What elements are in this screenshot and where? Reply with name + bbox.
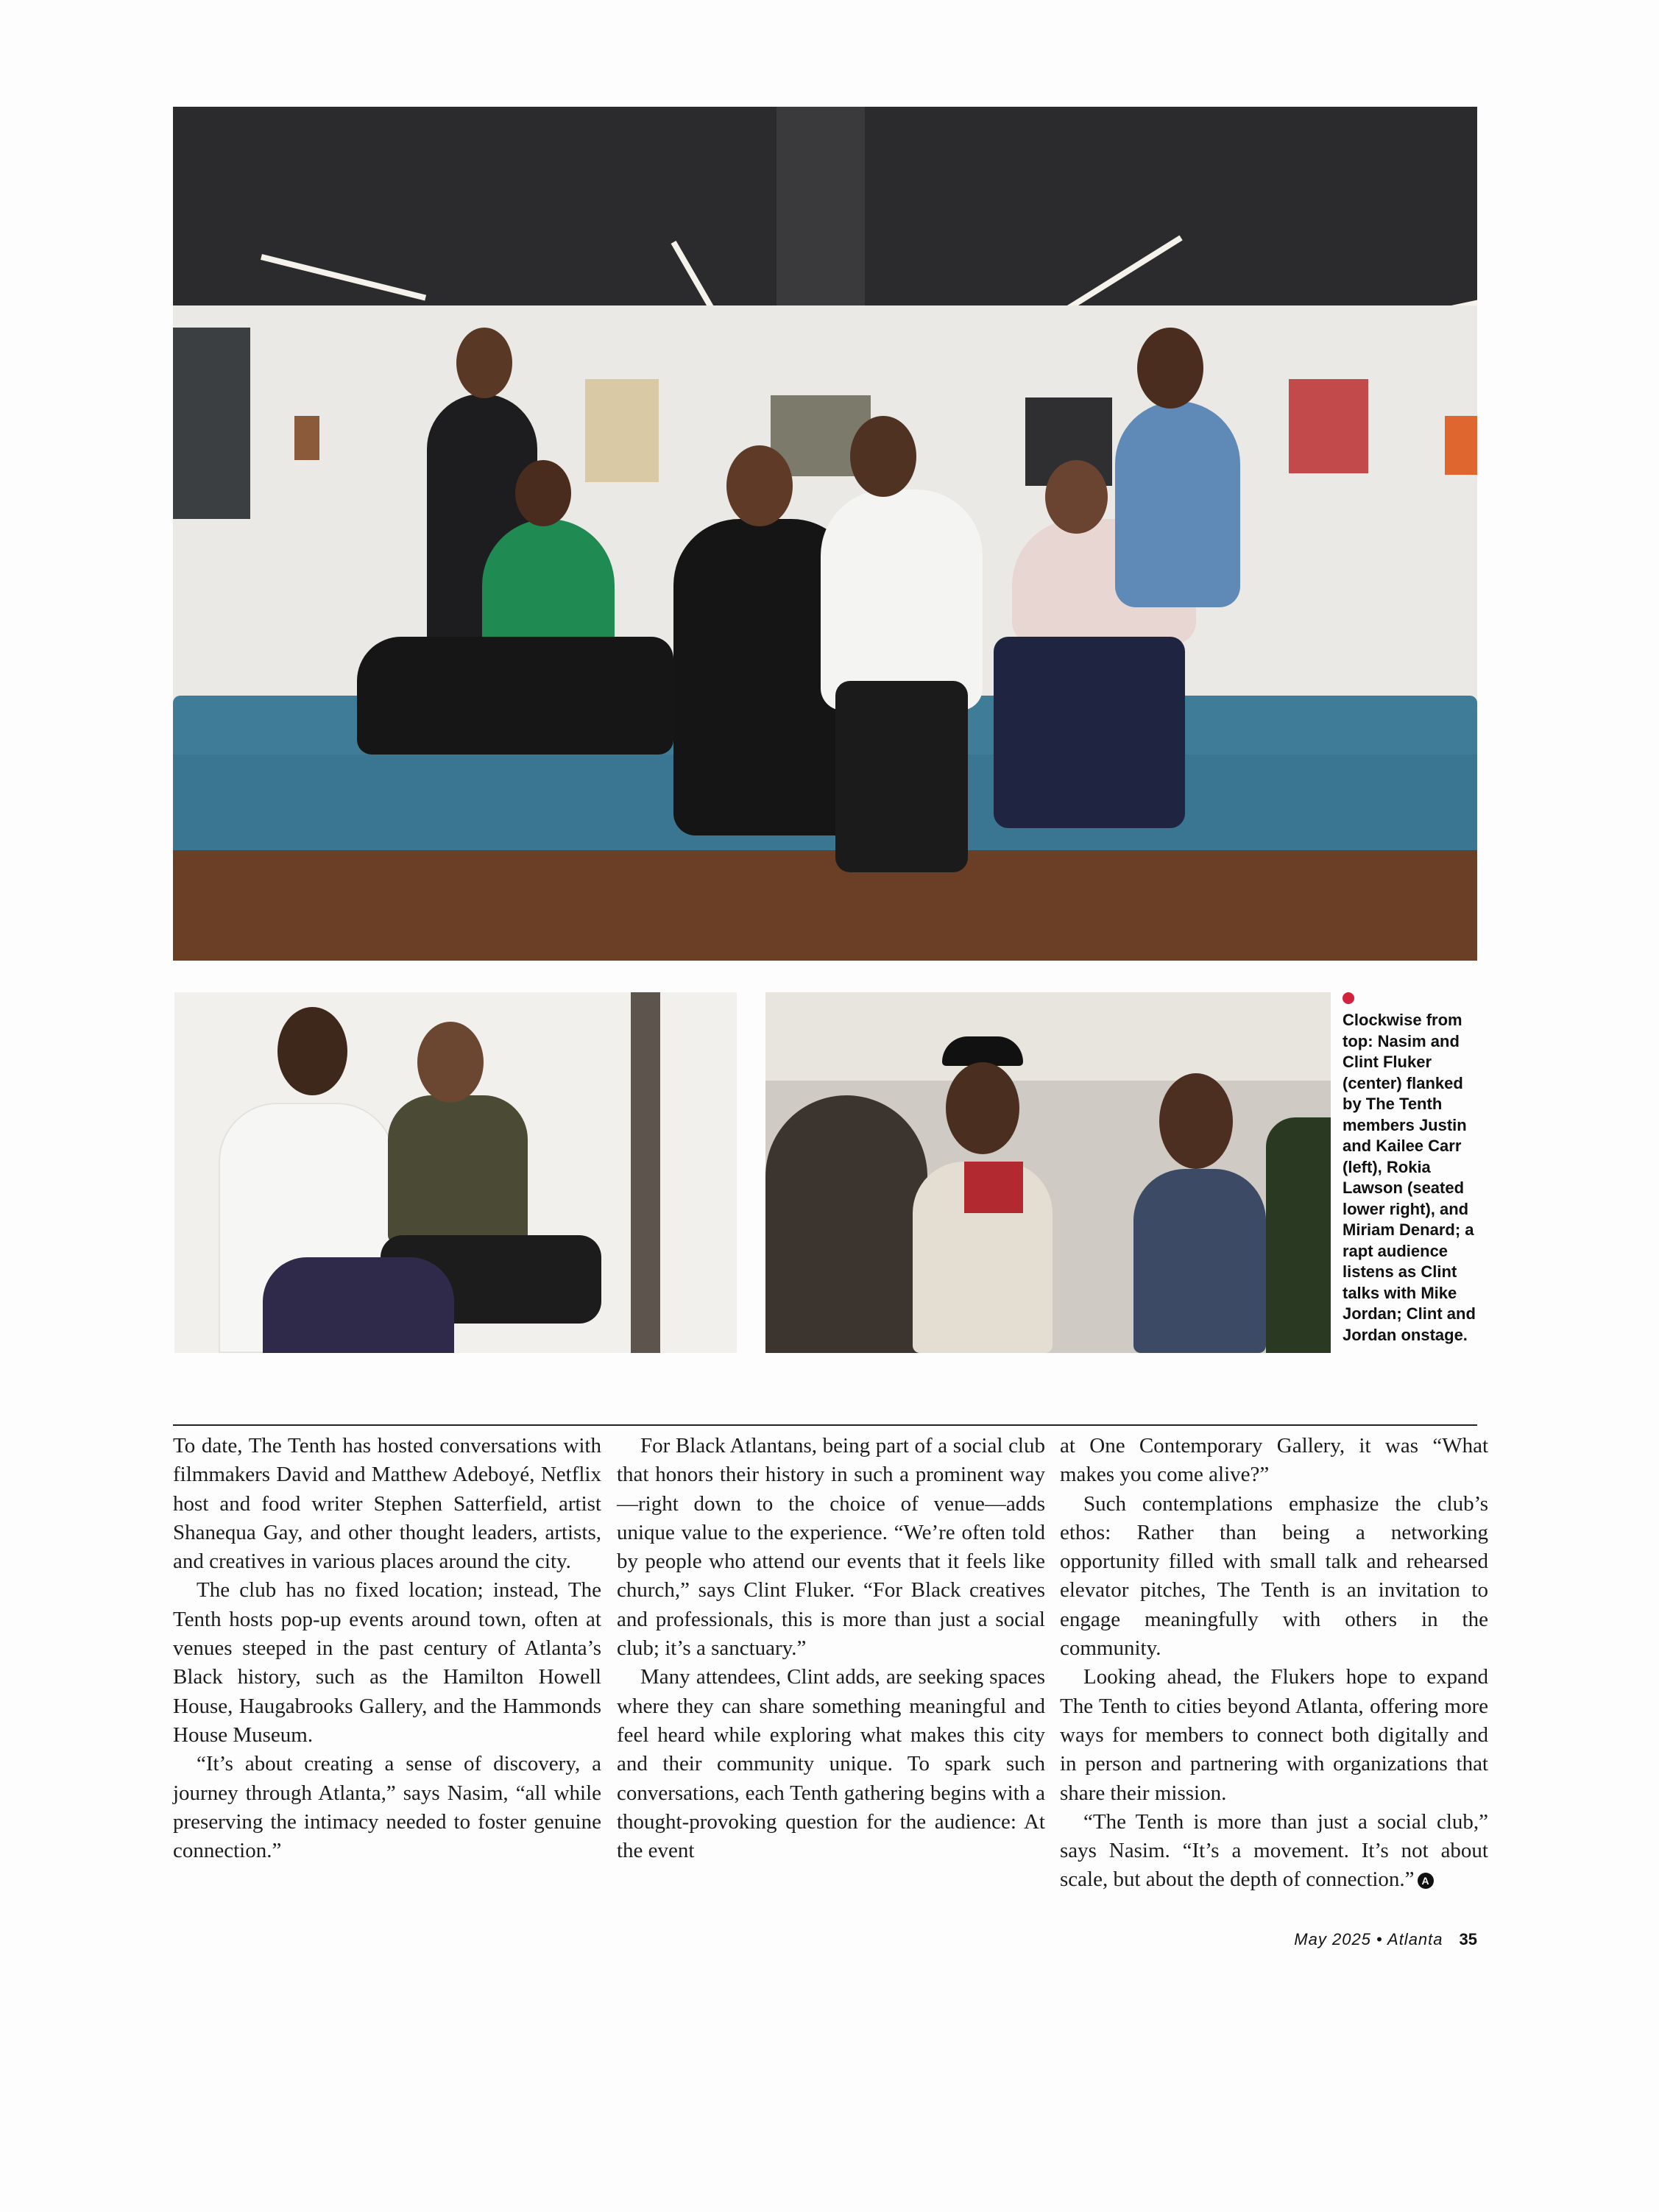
audience-member-blazer	[1133, 1169, 1266, 1353]
body-column-1	[173, 1432, 601, 1865]
audience-cap	[942, 1036, 1023, 1066]
person-head	[277, 1007, 347, 1095]
person-head	[726, 445, 793, 526]
paragraph: For Black Atlantans, being part of a social club that honors their history in such a prominent way—right down to the choice of venue—adds unique value to the experience. “We’re often told by people who attend our events that it feels like church,” says Clint Fluker. “For Black creatives and professionals, this is more than just a social club; it’s a sanctuary.”	[617, 1434, 1045, 1661]
onstage-photo	[174, 992, 737, 1353]
paragraph: The club has no fixed location; instead, The Tenth hosts pop-up events around town, often at venues steeped in the past century of Atlanta’s Black history, such as the Hamilton Howell House, Haugabrooks Gallery, and the Hammonds House Museum.	[173, 1578, 601, 1747]
person-head	[456, 328, 512, 398]
section-rule	[173, 1424, 1477, 1426]
audience-photo	[765, 992, 1331, 1353]
paragraph: “It’s about creating a sense of discovery, a journey through Atlanta,” says Nasim, “all while preserving the intimacy needed to foster genuine connection.”	[173, 1752, 601, 1863]
caption-bullet-icon	[1343, 992, 1354, 1004]
artwork	[585, 379, 659, 482]
caption-text: Clockwise from top: Nasim and Clint Fluker (center) flanked by The Tenth members Justin and Kailee Carr (left), Rokia Lawson (seated lower right), and Miriam Denard; a rapt audience listens as Clint talks with Mike Jordan; Clint and Jordan onstage.	[1343, 1011, 1476, 1344]
paragraph: Such contemplations emphasize the club’s ethos: Rather than being a networking opportunity filled with small talk and rehearsed elevator pitches, The Tenth is an invitation to engage meaningfully with others in the community.	[1060, 1491, 1488, 1661]
paragraph: at One Contemporary Gallery, it was “What makes you come alive?”	[1060, 1434, 1488, 1487]
person-navy-pants	[994, 637, 1185, 828]
person-olive-jacket	[388, 1095, 528, 1243]
window	[173, 328, 250, 519]
person-head	[515, 460, 571, 526]
audience-member-blurred	[765, 1095, 927, 1353]
artwork	[294, 416, 319, 460]
end-mark-icon: A	[1418, 1873, 1434, 1889]
artwork	[1289, 379, 1368, 473]
page-folio	[1294, 1930, 1477, 1949]
person-dark-pants	[835, 681, 968, 872]
photo-caption	[1343, 992, 1482, 1346]
artwork	[1445, 416, 1477, 475]
person-head	[1137, 328, 1203, 409]
person-head	[1159, 1073, 1233, 1169]
column-beam	[631, 992, 660, 1353]
body-column-3	[1060, 1432, 1488, 1895]
person-head	[417, 1022, 484, 1103]
body-column-2	[617, 1432, 1045, 1865]
paragraph-text: “The Tenth is more than just a social club,” says Nasim. “It’s a movement. It’s not about scale, but about the depth of connection.”	[1060, 1809, 1488, 1892]
person-head	[850, 416, 916, 497]
paragraph: Looking ahead, the Flukers hope to expand The Tenth to cities beyond Atlanta, offering more ways for members to connect both digitally and in person and partnering with organizations that share their mission.	[1060, 1665, 1488, 1805]
wood-floor	[173, 850, 1477, 961]
paragraph: To date, The Tenth has hosted conversations with filmmakers David and Matthew Adeboyé, Netflix host and food writer Stephen Satterfield, artist Shanequa Gay, and other thought leaders, artists, and creatives in various places around the city.	[173, 1434, 601, 1574]
hero-photo	[173, 107, 1477, 961]
person-denim-jacket	[1115, 401, 1240, 607]
paragraph-final	[1060, 1808, 1488, 1895]
armchair	[263, 1257, 454, 1353]
red-scarf	[964, 1162, 1023, 1213]
person-head	[946, 1062, 1019, 1154]
audience-member-right	[1266, 1117, 1331, 1353]
person-head	[1045, 460, 1108, 534]
ceiling-duct	[777, 107, 865, 305]
person-white-shirt	[821, 490, 983, 710]
background-wall	[765, 992, 1331, 1081]
person-black-skirt	[357, 637, 673, 755]
paragraph: Many attendees, Clint adds, are seeking spaces where they can share something meaningful and feel heard while exploring what makes this city and their community unique. To spark such conversations, each Tenth gathering begins with a thought-provoking question for the audience: At the event	[617, 1665, 1045, 1863]
page-number: 35	[1459, 1930, 1477, 1948]
issue-label: May 2025 • Atlanta	[1294, 1930, 1443, 1948]
